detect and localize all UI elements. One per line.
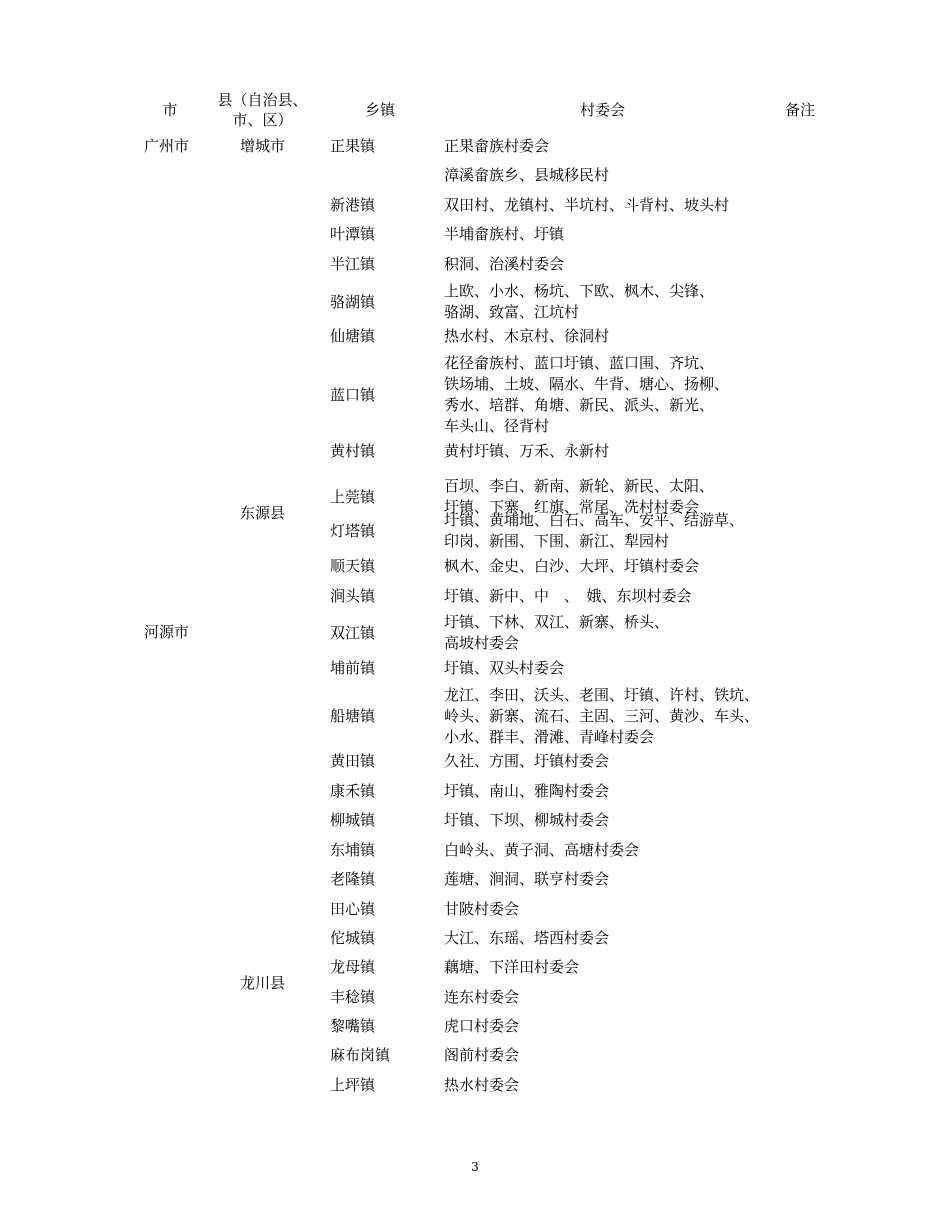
village-line: 圩镇、黄埔地、白石、高车、安平、结游草、: [444, 511, 745, 529]
village-line: 百坝、李白、新南、新轮、新民、太阳、: [444, 477, 715, 495]
town-cell: 黄田镇: [330, 752, 376, 770]
town-cell: 正果镇: [330, 137, 376, 155]
town-cell: 东埔镇: [330, 841, 376, 859]
village-line: 圩镇、下坝、柳城村委会: [444, 811, 610, 829]
village-line: 半埔畲族村、圩镇: [444, 225, 565, 243]
town-cell: 麻布岗镇: [330, 1046, 391, 1064]
village-line: 圩镇、下寨、红旗、常尾、冼村村委会: [444, 498, 700, 516]
town-cell: 涧头镇: [330, 587, 376, 605]
village-line: 积洞、治溪村委会: [444, 255, 565, 273]
village-line: 圩镇、南山、雅陶村委会: [444, 782, 610, 800]
town-cell: 柳城镇: [330, 811, 376, 829]
village-line: 圩镇、下林、双江、新寨、桥头、: [444, 613, 670, 631]
city-cell: 河源市: [144, 623, 190, 641]
village-line: 白岭头、黄子洞、高塘村委会: [444, 841, 640, 859]
town-cell: 龙母镇: [330, 958, 376, 976]
village-line: 大江、东瑶、塔西村委会: [444, 929, 610, 947]
village-line: 小水、群丰、滑滩、青峰村委会: [444, 728, 655, 746]
county-cell: 东源县: [240, 504, 286, 522]
town-cell: 康禾镇: [330, 782, 376, 800]
town-cell: 船塘镇: [330, 707, 376, 725]
village-line: 高坡村委会: [444, 634, 520, 652]
town-cell: 灯塔镇: [330, 521, 376, 540]
village-line: 正果畲族村委会: [444, 137, 550, 155]
town-cell: 上坪镇: [330, 1076, 376, 1094]
village-line: 秀水、培群、角塘、新民、派头、新光、: [444, 396, 715, 414]
village-line: 枫木、金史、白沙、大坪、圩镇村委会: [444, 557, 700, 575]
town-cell: 黎嘴镇: [330, 1017, 376, 1035]
town-cell: 顺天镇: [330, 557, 376, 575]
header-city: 市: [162, 101, 178, 119]
village-line: 双田村、龙镇村、半坑村、斗背村、坡头村: [444, 196, 730, 214]
village-line: 黄村圩镇、万禾、永新村: [444, 442, 610, 460]
village-line: 久社、方围、圩镇村委会: [444, 752, 610, 770]
county-cell: 增城市: [240, 137, 286, 155]
town-cell: 黄村镇: [330, 442, 376, 460]
town-cell: 佗城镇: [330, 929, 376, 947]
village-line: 漳溪畲族乡、县城移民村: [444, 166, 610, 184]
village-line: 热水村委会: [444, 1076, 520, 1094]
header-remark: 备注: [784, 101, 815, 119]
village-line: 阁前村委会: [444, 1046, 520, 1064]
town-cell: 上莞镇: [330, 487, 376, 506]
village-line: 骆湖、致富、江坑村: [444, 303, 580, 321]
header-village: 村委会: [579, 101, 625, 119]
village-line: 莲塘、涧洞、联亨村委会: [444, 870, 610, 888]
header-county-line1: 县（自治县、: [217, 91, 308, 109]
village-line: 虎口村委会: [444, 1017, 520, 1035]
town-cell: 骆湖镇: [330, 292, 376, 311]
village-line: 圩镇、双头村委会: [444, 659, 565, 677]
town-cell: 丰稔镇: [330, 988, 376, 1006]
town-cell: 蓝口镇: [330, 385, 376, 404]
village-line: 龙江、李田、沃头、老围、圩镇、许村、铁坑、: [444, 686, 760, 704]
town-cell: 双江镇: [330, 623, 376, 642]
village-line: 印岗、新围、下围、新江、犁园村: [444, 532, 670, 550]
header-county: [205, 90, 320, 130]
village-line: 圩镇、新中、中 、 娥、东坝村委会: [444, 587, 692, 605]
village-line: 上欧、小水、杨坑、下欧、枫木、尖锋、: [444, 282, 715, 300]
village-line: 铁场埔、土坡、隔水、牛背、塘心、扬柳、: [444, 375, 730, 393]
town-cell: 老隆镇: [330, 870, 376, 888]
town-cell: 叶潭镇: [330, 225, 376, 243]
town-cell: 新港镇: [330, 196, 376, 214]
town-cell: 仙塘镇: [330, 327, 376, 345]
town-cell: 半江镇: [330, 255, 376, 273]
village-line: 花径畲族村、蓝口圩镇、蓝口围、齐坑、: [444, 354, 715, 372]
village-line: 连东村委会: [444, 988, 520, 1006]
village-line: 藕塘、下洋田村委会: [444, 958, 580, 976]
town-cell: 埔前镇: [330, 659, 376, 677]
town-cell: 田心镇: [330, 900, 376, 918]
city-cell: 广州市: [144, 137, 190, 155]
village-line: 岭头、新寨、流石、主固、三河、黄沙、车头、: [444, 707, 760, 725]
header-town: 乡镇: [364, 101, 395, 119]
village-line: 甘陂村委会: [444, 900, 520, 918]
village-line: 车头山、径背村: [444, 417, 550, 435]
header-county-line2: 市、区）: [232, 111, 293, 129]
county-cell: 龙川县: [240, 974, 286, 992]
page-number: 3: [471, 1160, 479, 1174]
village-line: 热水村、木京村、徐洞村: [444, 327, 610, 345]
